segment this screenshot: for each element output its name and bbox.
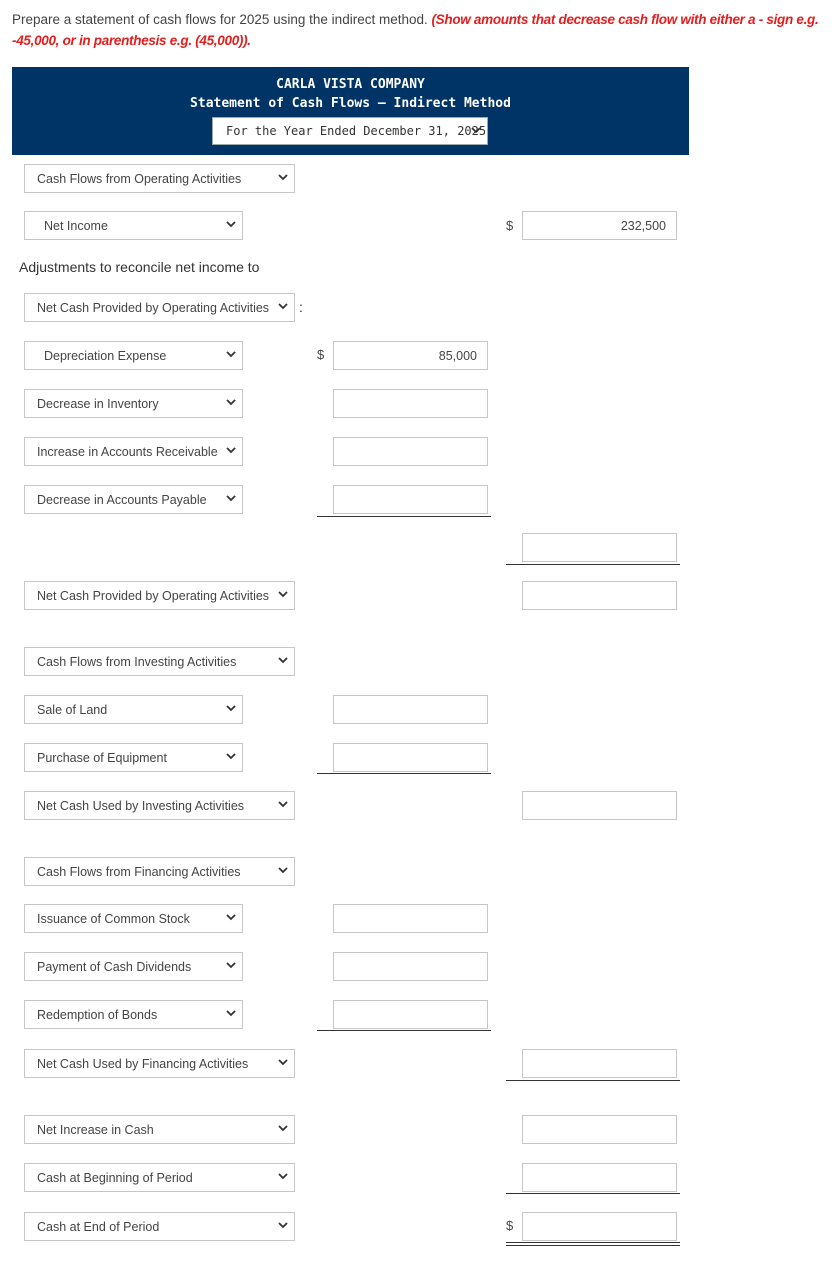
dividends-input[interactable] [333,952,488,981]
inventory-select[interactable] [24,389,243,418]
cash-beginning-input[interactable] [522,1163,677,1192]
chevron-down-icon [278,1173,288,1180]
net-financing-input[interactable] [522,1049,677,1078]
net-increase-label: Net Increase in Cash [37,1123,154,1137]
period-select-label: For the Year Ended December 31, 2025 [226,124,487,138]
underline [506,564,680,565]
underline [317,1030,491,1031]
chevron-down-icon [226,1010,236,1017]
period-select[interactable] [212,117,488,145]
payable-select[interactable] [24,485,243,514]
net-increase-select[interactable] [24,1115,295,1144]
net-investing-select[interactable] [24,791,295,820]
receivable-select[interactable] [24,437,243,466]
purchase-equipment-input[interactable] [333,743,488,772]
issuance-stock-select[interactable] [24,904,243,933]
net-operating-input[interactable] [522,581,677,610]
dollar-sign: $ [506,1218,514,1233]
underline [317,773,491,774]
chevron-down-icon [278,1059,288,1066]
dollar-sign: $ [506,218,514,233]
redemption-bonds-label: Redemption of Bonds [37,1008,158,1022]
total-adjustments-input[interactable] [522,533,677,562]
net-investing-input[interactable] [522,791,677,820]
inventory-input[interactable] [333,389,488,418]
operating-header-label: Cash Flows from Operating Activities [37,172,242,186]
chevron-down-icon [226,495,236,502]
chevron-down-icon [278,174,288,181]
chevron-down-icon [278,1222,288,1229]
redemption-bonds-input[interactable] [333,1000,488,1029]
dividends-select[interactable] [24,952,243,981]
net-income-input[interactable] [522,211,677,240]
receivable-label: Increase in Accounts Receivable [37,445,218,459]
issuance-stock-input[interactable] [333,904,488,933]
depreciation-select[interactable] [24,341,243,370]
chevron-down-icon [278,591,288,598]
cash-end-label: Cash at End of Period [37,1220,160,1234]
underline [506,1080,680,1081]
underline [317,516,491,517]
chevron-down-icon [226,962,236,969]
cash-end-input[interactable] [522,1212,677,1241]
chevron-down-icon [226,914,236,921]
chevron-down-icon [226,399,236,406]
cash-beginning-select[interactable] [24,1163,295,1192]
chevron-down-icon [226,705,236,712]
net-income-select[interactable] [24,211,243,240]
net-financing-select[interactable] [24,1049,295,1078]
sale-land-input[interactable] [333,695,488,724]
investing-header-label: Cash Flows from Investing Activities [37,655,237,669]
chevron-down-icon [226,351,236,358]
net-investing-label: Net Cash Used by Investing Activities [37,799,245,813]
investing-header-select[interactable] [24,647,295,676]
purchase-equipment-label: Purchase of Equipment [37,751,167,765]
chevron-down-icon [278,303,288,310]
adjustments-label: Adjustments to reconcile net income to [19,259,260,275]
chevron-down-icon [278,801,288,808]
payable-label: Decrease in Accounts Payable [37,493,207,507]
depreciation-input[interactable] [333,341,488,370]
sale-land-select[interactable] [24,695,243,724]
cash-beginning-label: Cash at Beginning of Period [37,1171,193,1185]
chevron-down-icon [278,1125,288,1132]
operating-header-select[interactable] [24,164,295,193]
receivable-input[interactable] [333,437,488,466]
financing-header-label: Cash Flows from Financing Activities [37,865,241,879]
chevron-down-icon [226,221,236,228]
issuance-stock-label: Issuance of Common Stock [37,912,190,926]
inventory-label: Decrease in Inventory [37,397,159,411]
net-income-label: Net Income [44,219,108,233]
net-income-value: 232,500 [620,219,666,233]
double-underline-top [506,1242,680,1243]
company-name: CARLA VISTA COMPANY [276,77,425,92]
instruction-emphasis: (Show amounts that decrease cash flow with either a - sign e.g. -45,000, or in parenthesis e.g. (45,000)). [12,12,819,48]
chevron-down-icon [226,447,236,454]
underline [506,1193,680,1194]
redemption-bonds-select[interactable] [24,1000,243,1029]
depreciation-value: 85,000 [438,349,477,363]
instruction-text [12,9,827,51]
colon: : [299,299,303,315]
chevron-down-icon [471,127,481,134]
reconcile-select[interactable] [24,293,295,322]
cash-end-select[interactable] [24,1212,295,1241]
reconcile-select-label: Net Cash Provided by Operating Activities [37,301,270,315]
net-operating-select[interactable] [24,581,295,610]
net-increase-input[interactable] [522,1115,677,1144]
sale-land-label: Sale of Land [37,703,108,717]
purchase-equipment-select[interactable] [24,743,243,772]
statement-title: Statement of Cash Flows – Indirect Method [190,96,511,111]
financing-header-select[interactable] [24,857,295,886]
dividends-label: Payment of Cash Dividends [37,960,192,974]
chevron-down-icon [226,753,236,760]
depreciation-label: Depreciation Expense [44,349,167,363]
double-underline-bottom [506,1245,680,1246]
chevron-down-icon [278,867,288,874]
net-financing-label: Net Cash Used by Financing Activities [37,1057,249,1071]
instruction-main: Prepare a statement of cash flows for 2025 using the indirect method. [12,12,432,27]
chevron-down-icon [278,657,288,664]
payable-input[interactable] [333,485,488,514]
dollar-sign: $ [317,347,325,362]
net-operating-label: Net Cash Provided by Operating Activities [37,589,270,603]
